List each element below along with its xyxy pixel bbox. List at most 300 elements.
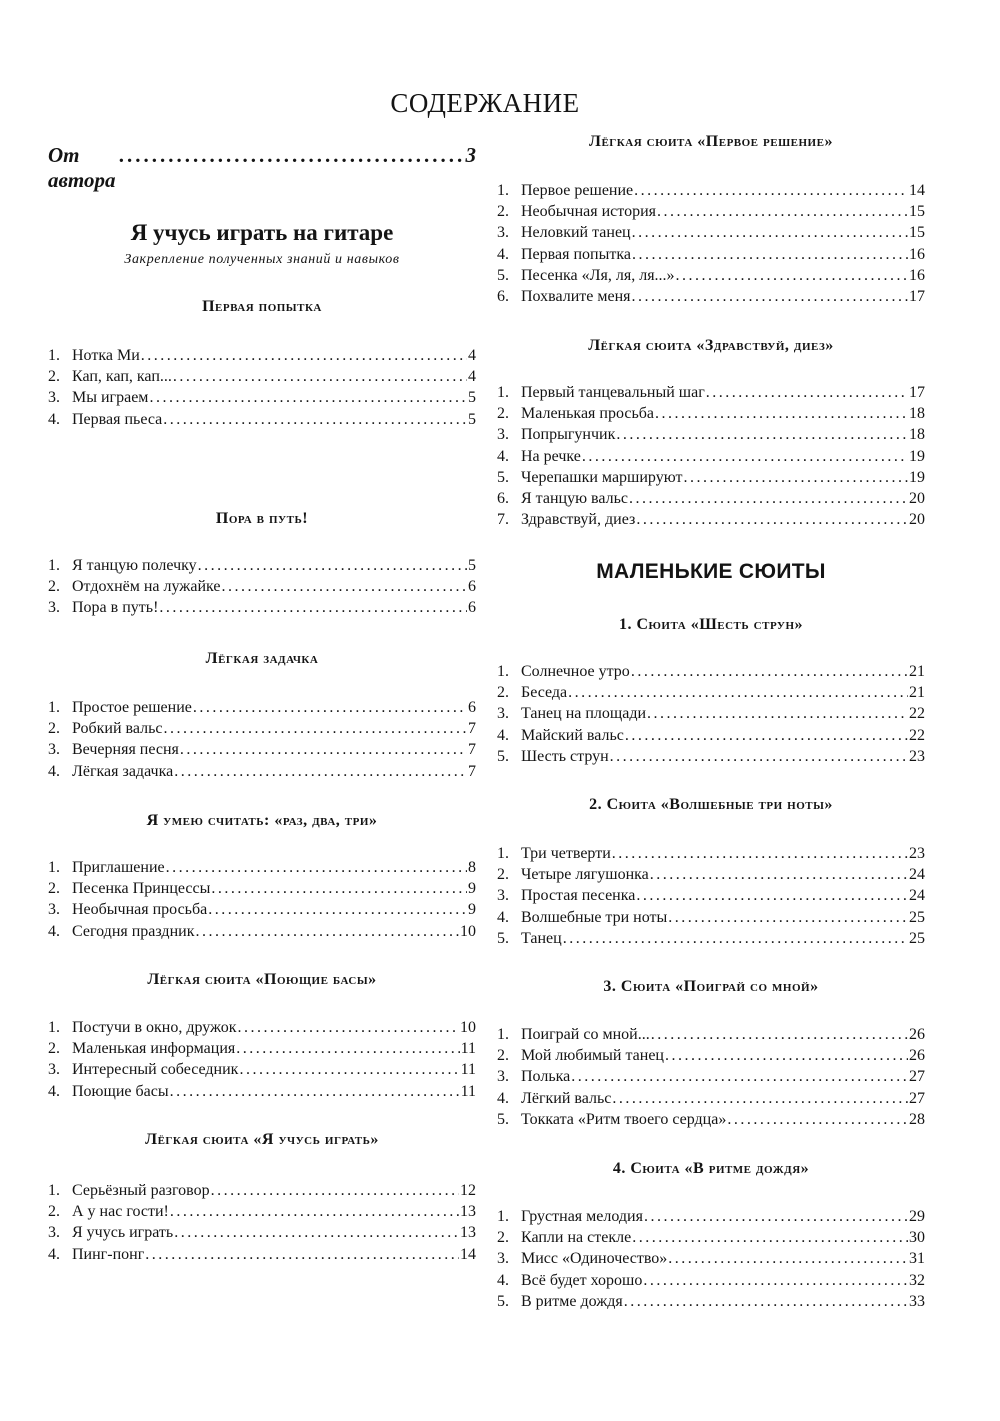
dot-leader (683, 467, 908, 489)
entry-page: 5 (468, 410, 476, 428)
author-page: 3 (465, 143, 476, 167)
entry-number: 3. (48, 599, 60, 617)
dot-leader (655, 403, 908, 425)
entry-page: 4 (468, 347, 476, 364)
entry-page: 7 (468, 741, 476, 759)
dot-leader (239, 1059, 459, 1081)
toc-entry[interactable] (48, 345, 476, 367)
toc-entry[interactable] (497, 446, 925, 468)
entry-number: 5. (497, 1110, 509, 1128)
entry-page: 5 (468, 557, 476, 574)
toc-entry[interactable] (48, 555, 476, 577)
entry-title: Вечерняя песня (72, 741, 179, 759)
entry-page: 25 (909, 929, 925, 947)
entry-page: 19 (909, 447, 925, 465)
dot-leader (657, 201, 908, 223)
dot-leader (651, 1024, 908, 1046)
entry-number: 2. (497, 684, 509, 702)
entry-title: Интересный собеседник (72, 1061, 239, 1079)
dot-leader (193, 697, 467, 719)
entry-title: Я танцую полечку (72, 557, 197, 574)
entry-page: 18 (909, 405, 925, 423)
dot-leader (571, 1066, 908, 1088)
dot-leader (631, 661, 908, 683)
entry-number: 5. (497, 468, 509, 486)
dot-leader (149, 387, 467, 409)
entry-page: 11 (460, 1040, 476, 1058)
section-heading: Лёгкая сюита «Здравствуй, диез» (588, 337, 834, 354)
entry-page: 9 (468, 901, 476, 919)
dot-leader (174, 1222, 459, 1244)
entry-title: Беседа (521, 684, 568, 702)
entry-title: Постучи в окно, дружок (72, 1019, 237, 1036)
entry-page: 9 (468, 880, 476, 898)
entry-number: 4. (497, 1271, 509, 1289)
dot-leader (612, 1088, 908, 1110)
entry-title: Простая песенка (521, 887, 636, 905)
author-label: От автора (48, 143, 116, 192)
toc-entry[interactable] (497, 222, 925, 244)
entry-number: 4. (48, 762, 60, 780)
toc-entry[interactable] (48, 366, 476, 388)
entry-title: Три четверти (521, 845, 611, 862)
entry-title: Нотка Ми (72, 347, 140, 364)
toc-entry[interactable] (48, 697, 476, 719)
dot-leader (208, 899, 467, 921)
entry-page: 10 (460, 922, 476, 940)
right-column (497, 0, 925, 1421)
entry-title: А у нас гости! (72, 1203, 169, 1221)
entry-title: Волшебные три ноты (521, 908, 668, 926)
entry-title: Попрыгунчик (521, 426, 616, 444)
dot-leader (624, 1291, 908, 1313)
section-heading: 4. Сюита «В ритме дождя» (612, 1160, 810, 1177)
toc-entry[interactable] (48, 718, 476, 740)
entry-title: Маленькая информация (72, 1040, 236, 1058)
entry-page: 19 (909, 468, 925, 486)
dot-leader (211, 878, 467, 900)
entry-number: 3. (48, 389, 60, 407)
toc-entry[interactable] (497, 1248, 925, 1270)
entry-title: В ритме дождя (521, 1292, 623, 1310)
dot-leader (164, 718, 467, 740)
entry-page: 7 (468, 762, 476, 780)
toc-entry[interactable] (497, 682, 925, 704)
part-title: МАЛЕНЬКИЕ СЮИТЫ (596, 560, 826, 583)
entry-title: Солнечное утро (521, 663, 630, 680)
entry-number: 3. (497, 887, 509, 905)
toc-entry[interactable] (497, 1291, 925, 1313)
dot-leader (174, 761, 467, 783)
toc-entry[interactable] (497, 180, 925, 202)
entry-page: 23 (909, 845, 925, 862)
entry-title: Токката «Ритм твоего сердца» (521, 1110, 727, 1128)
dot-leader (727, 1109, 908, 1131)
entry-number: 1. (497, 845, 509, 862)
entry-title: Всё будет хорошо (521, 1271, 643, 1289)
toc-entry[interactable] (497, 467, 925, 489)
toc-entry[interactable] (48, 1038, 476, 1060)
dot-leader (163, 409, 467, 431)
dot-leader (629, 488, 908, 510)
section-heading: Пора в путь! (215, 510, 309, 527)
entry-page: 21 (909, 684, 925, 702)
entry-title: Первое решение (521, 182, 634, 199)
entry-number: 3. (48, 901, 60, 919)
entry-title: Первый танцевальный шаг (521, 384, 705, 401)
toc-entry[interactable] (497, 403, 925, 425)
entry-page: 14 (460, 1245, 476, 1263)
toc-entry[interactable] (48, 387, 476, 409)
entry-number: 1. (48, 347, 60, 364)
dot-leader (173, 366, 467, 388)
entry-number: 3. (497, 1250, 509, 1268)
dot-leader (676, 265, 908, 287)
entry-number: 6. (497, 288, 509, 305)
entry-number: 3. (497, 705, 509, 723)
entry-number: 1. (48, 859, 60, 876)
entry-page: 27 (909, 1089, 925, 1107)
toc-entry[interactable] (497, 661, 925, 683)
entry-number: 2. (48, 1040, 60, 1058)
entry-number: 6. (497, 490, 509, 507)
entry-page: 12 (460, 1182, 476, 1199)
entry-number: 5. (497, 266, 509, 284)
entry-number: 1. (497, 663, 509, 680)
toc-entry[interactable] (48, 409, 476, 431)
toc-author-entry[interactable] (48, 143, 476, 192)
toc-entry[interactable] (48, 857, 476, 879)
entry-page: 30 (909, 1229, 925, 1247)
section-heading: Лёгкая сюита «Первое решение» (589, 133, 833, 150)
entry-number: 2. (497, 866, 509, 884)
toc-entry[interactable] (497, 907, 925, 929)
part-subtitle: Закрепление полученных знаний и навыков (124, 252, 400, 267)
dot-leader (644, 1206, 908, 1228)
section-heading: Лёгкая задачка (205, 650, 319, 667)
dot-leader (706, 382, 908, 404)
dot-leader (141, 345, 467, 367)
toc-entry[interactable] (48, 878, 476, 900)
toc-entry[interactable] (497, 746, 925, 768)
entry-page: 16 (909, 245, 925, 263)
entry-title: Черепашки маршируют (521, 468, 683, 486)
entry-title: Поющие басы (72, 1082, 169, 1100)
entry-number: 3. (497, 1068, 509, 1086)
entry-number: 2. (497, 1229, 509, 1247)
toc-entry[interactable] (497, 488, 925, 510)
entry-number: 4. (497, 1089, 509, 1107)
dot-leader (582, 446, 908, 468)
entry-number: 5. (497, 929, 509, 947)
entry-title: Я учусь играть (72, 1224, 174, 1242)
entry-page: 15 (909, 203, 925, 221)
entry-title: Маленькая просьба (521, 405, 655, 423)
entry-page: 22 (909, 705, 925, 723)
entry-title: Лёгкий вальс (521, 1089, 612, 1107)
entry-number: 2. (48, 578, 60, 596)
dot-leader (145, 1244, 459, 1266)
dot-leader (616, 424, 908, 446)
entry-title: Песенка «Ля, ля, ля...» (521, 266, 675, 284)
dot-leader (610, 746, 908, 768)
entry-page: 17 (909, 288, 925, 305)
entry-page: 28 (909, 1110, 925, 1128)
entry-number: 1. (48, 1182, 60, 1199)
entry-title: Необычная история (521, 203, 656, 221)
dot-leader (632, 244, 908, 266)
toc-entry[interactable] (497, 1088, 925, 1110)
entry-title: Я танцую вальс (521, 490, 629, 507)
entry-title: Кап, кап, кап... (72, 368, 172, 386)
entry-page: 7 (468, 720, 476, 738)
toc-entry[interactable] (48, 761, 476, 783)
toc-entry[interactable] (48, 1244, 476, 1266)
entry-number: 7. (497, 511, 509, 529)
entry-page: 10 (460, 1019, 476, 1036)
toc-entry[interactable] (497, 1206, 925, 1228)
entry-number: 4. (497, 447, 509, 465)
dot-leader (563, 928, 908, 950)
entry-number: 1. (497, 182, 509, 199)
dot-leader (612, 843, 908, 865)
toc-entry[interactable] (48, 1201, 476, 1223)
entry-number: 4. (48, 922, 60, 940)
entry-number: 1. (48, 1019, 60, 1036)
section-heading: 3. Сюита «Поиграй со мной» (603, 978, 819, 995)
entry-title: Неловкий танец (521, 224, 631, 242)
dot-leader (180, 739, 467, 761)
entry-title: Робкий вальс (72, 720, 163, 738)
entry-page: 5 (468, 389, 476, 407)
entry-number: 1. (497, 384, 509, 401)
entry-page: 20 (909, 490, 925, 507)
toc-entry[interactable] (497, 382, 925, 404)
dot-leader (166, 857, 467, 879)
dot-leader (195, 921, 459, 943)
entry-number: 4. (48, 1082, 60, 1100)
entry-number: 3. (48, 741, 60, 759)
entry-number: 2. (48, 368, 60, 386)
toc-entry[interactable] (48, 739, 476, 761)
dot-leader (636, 509, 908, 531)
dot-leader (119, 143, 461, 168)
section-heading: 2. Сюита «Волшебные три ноты» (589, 796, 833, 813)
section-heading: Лёгкая сюита «Поющие басы» (147, 971, 377, 988)
toc-entry[interactable] (497, 424, 925, 446)
entry-number: 2. (497, 405, 509, 423)
section-heading: 1. Сюита «Шесть струн» (618, 616, 804, 633)
entry-page: 31 (909, 1250, 925, 1268)
dot-leader (625, 725, 908, 747)
toc-entry[interactable] (497, 286, 925, 308)
entry-page: 20 (909, 511, 925, 529)
entry-page: 27 (909, 1068, 925, 1086)
toc-entry[interactable] (497, 1227, 925, 1249)
page-title: СОДЕРЖАНИЕ (390, 88, 580, 118)
left-column (48, 0, 476, 1421)
entry-number: 3. (497, 426, 509, 444)
dot-leader (170, 1201, 459, 1223)
entry-title: Мы играем (72, 389, 149, 407)
entry-number: 5. (497, 1292, 509, 1310)
entry-number: 1. (497, 1026, 509, 1043)
dot-leader (636, 885, 908, 907)
entry-title: Грустная мелодия (521, 1208, 643, 1225)
entry-number: 4. (48, 1245, 60, 1263)
dot-leader (170, 1081, 460, 1103)
entry-page: 29 (909, 1208, 925, 1225)
toc-entry[interactable] (497, 928, 925, 950)
entry-title: Танец (521, 929, 562, 947)
entry-number: 2. (48, 1203, 60, 1221)
toc-entry[interactable] (497, 885, 925, 907)
entry-page: 14 (909, 182, 925, 199)
entry-title: Необычная просьба (72, 901, 208, 919)
entry-title: Приглашение (72, 859, 165, 876)
dot-leader (643, 1270, 908, 1292)
entry-page: 17 (909, 384, 925, 401)
dot-leader (632, 1227, 908, 1249)
entry-title: Майский вальс (521, 726, 624, 744)
toc-entry[interactable] (48, 1059, 476, 1081)
entry-number: 2. (48, 720, 60, 738)
entry-title: Первая попытка (521, 245, 631, 263)
entry-page: 26 (909, 1026, 925, 1043)
entry-title: Лёгкая задачка (72, 762, 174, 780)
entry-page: 24 (909, 887, 925, 905)
entry-title: Здравствуй, диез (521, 511, 636, 529)
toc-entry[interactable] (48, 899, 476, 921)
toc-entry[interactable] (497, 265, 925, 287)
entry-page: 21 (909, 663, 925, 680)
toc-entry[interactable] (48, 1180, 476, 1202)
entry-title: Четыре лягушонка (521, 866, 649, 884)
entry-page: 6 (468, 599, 476, 617)
entry-number: 4. (497, 245, 509, 263)
entry-page: 24 (909, 866, 925, 884)
entry-title: Пинг-понг (72, 1245, 145, 1263)
part-title: Я учусь играть на гитаре (130, 220, 394, 245)
entry-page: 13 (460, 1224, 476, 1242)
toc-entry[interactable] (48, 597, 476, 619)
dot-leader (647, 703, 908, 725)
toc-entry[interactable] (48, 576, 476, 598)
entry-number: 1. (497, 1208, 509, 1225)
toc-entry[interactable] (497, 509, 925, 531)
dot-leader (632, 286, 908, 308)
entry-title: Отдохнём на лужайке (72, 578, 221, 596)
dot-leader (634, 180, 908, 202)
dot-leader (650, 864, 908, 886)
entry-number: 3. (48, 1061, 60, 1079)
dot-leader (665, 1045, 908, 1067)
entry-page: 8 (468, 859, 476, 876)
dot-leader (198, 555, 467, 577)
entry-page: 11 (460, 1061, 476, 1079)
section-heading: Я умею считать: «раз, два, три» (146, 812, 378, 829)
entry-title: Песенка Принцессы (72, 880, 211, 898)
toc-entry[interactable] (497, 703, 925, 725)
entry-page: 26 (909, 1047, 925, 1065)
toc-entry[interactable] (497, 244, 925, 266)
entry-title: Полька (521, 1068, 571, 1086)
entry-page: 11 (460, 1082, 476, 1100)
entry-page: 6 (468, 699, 476, 716)
toc-entry[interactable] (497, 201, 925, 223)
section-heading: Лёгкая сюита «Я учусь играть» (145, 1131, 379, 1148)
entry-number: 1. (48, 557, 60, 574)
entry-page: 13 (460, 1203, 476, 1221)
entry-page: 32 (909, 1271, 925, 1289)
toc-entry[interactable] (48, 1222, 476, 1244)
entry-number: 4. (497, 726, 509, 744)
dot-leader (211, 1180, 459, 1202)
toc-entry[interactable] (48, 1017, 476, 1039)
toc-entry[interactable] (497, 864, 925, 886)
entry-title: Первая пьеса (72, 410, 163, 428)
entry-title: Серьёзный разговор (72, 1182, 210, 1199)
entry-number: 5. (497, 747, 509, 765)
entry-title: Мой любимый танец (521, 1047, 664, 1065)
entry-title: Пора в путь! (72, 599, 159, 617)
entry-number: 3. (48, 1224, 60, 1242)
entry-number: 2. (48, 880, 60, 898)
toc-entry[interactable] (48, 921, 476, 943)
dot-leader (568, 682, 908, 704)
toc-entry[interactable] (497, 1024, 925, 1046)
toc-entry[interactable] (497, 1109, 925, 1131)
entry-page: 25 (909, 908, 925, 926)
entry-number: 2. (497, 203, 509, 221)
entry-page: 4 (468, 368, 476, 386)
entry-title: Похвалите меня (521, 288, 631, 305)
entry-number: 2. (497, 1047, 509, 1065)
toc-entry[interactable] (497, 1066, 925, 1088)
entry-number: 4. (48, 410, 60, 428)
entry-page: 16 (909, 266, 925, 284)
toc-entry[interactable] (48, 1081, 476, 1103)
toc-entry[interactable] (497, 843, 925, 865)
toc-entry[interactable] (497, 725, 925, 747)
entry-title: Мисс «Одиночество» (521, 1250, 668, 1268)
dot-leader (632, 222, 908, 244)
entry-title: Простое решение (72, 699, 192, 716)
section-heading: Первая попытка (202, 298, 322, 315)
dot-leader (668, 1248, 908, 1270)
entry-page: 33 (909, 1292, 925, 1310)
entry-page: 22 (909, 726, 925, 744)
entry-number: 1. (48, 699, 60, 716)
dot-leader (668, 907, 908, 929)
toc-entry[interactable] (497, 1270, 925, 1292)
entry-number: 3. (497, 224, 509, 242)
entry-title: Капли на стекле (521, 1229, 632, 1247)
entry-title: Поиграй со мной... (521, 1026, 650, 1043)
entry-page: 15 (909, 224, 925, 242)
dot-leader (222, 576, 468, 598)
entry-page: 6 (468, 578, 476, 596)
entry-page: 18 (909, 426, 925, 444)
entry-title: Танец на площади (521, 705, 647, 723)
entry-title: Сегодня праздник (72, 922, 195, 940)
entry-title: На речке (521, 447, 581, 465)
dot-leader (236, 1038, 459, 1060)
dot-leader (159, 597, 467, 619)
entry-title: Шесть струн (521, 747, 609, 765)
toc-entry[interactable] (497, 1045, 925, 1067)
entry-page: 23 (909, 747, 925, 765)
